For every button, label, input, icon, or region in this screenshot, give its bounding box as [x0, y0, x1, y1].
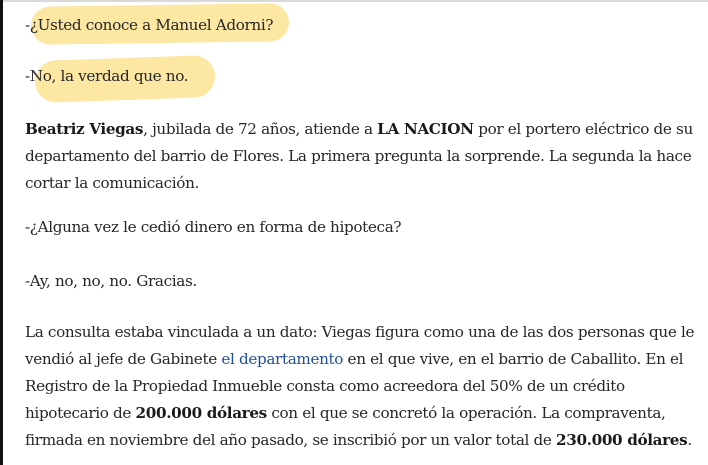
paragraph-context-text-a: La consulta estaba vinculada a un dato: Viegas figura como una de las dos personas que le vendió al jefe de Gabinete: [25, 323, 695, 368]
total-amount: 230.000 dólares: [556, 431, 688, 449]
person-name: Beatriz Viegas: [25, 120, 144, 138]
paragraph-context: [25, 319, 700, 454]
outlet-name: LA NACION: [377, 120, 474, 138]
left-border: [0, 0, 3, 465]
top-border: [0, 0, 708, 2]
dialogue-question-1: -¿Usted conoce a Manuel Adorni?: [25, 16, 274, 34]
mortgage-amount: 200.000 dólares: [135, 404, 267, 422]
paragraph-context-text-d: .: [687, 431, 692, 449]
paragraph-intro-text-b: por el portero eléctrico de su departamento del barrio de Flores. La primera pregunta la sorprende. La segunda la hace cortar la comunicación.: [25, 120, 693, 192]
dialogue-question-2: -¿Alguna vez le cedió dinero en forma de hipoteca?: [25, 218, 402, 236]
dialogue-answer-1: -No, la verdad que no.: [25, 67, 189, 85]
dialogue-answer-2: -Ay, no, no, no. Gracias.: [25, 272, 197, 290]
paragraph-intro: [25, 116, 695, 197]
departamento-link[interactable]: el departamento: [221, 350, 344, 368]
paragraph-intro-text-a: , jubilada de 72 años, atiende a: [143, 120, 378, 138]
paragraph-context-text-c: con el que se concretó la operación. La compraventa, firmada en noviembre del año pasado, se inscribió por un valor total de: [25, 404, 666, 449]
paragraph-context-text-b: en el que vive, en el barrio de Caballito. En el Registro de la Propiedad Inmueble consta como acreedora del 50% de un crédito hipotecario de: [25, 350, 684, 422]
